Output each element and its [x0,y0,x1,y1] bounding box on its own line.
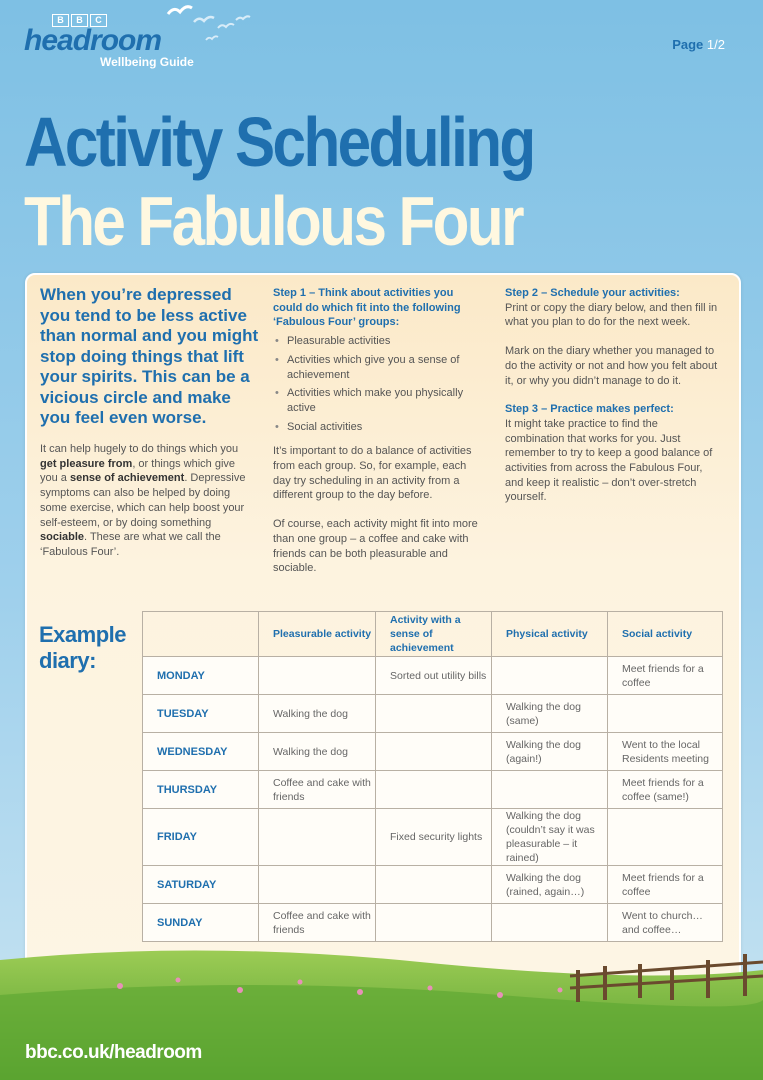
list-item: • Activities which give you a sense of achievement [273,353,478,382]
table-cell: Walking the dog (again!) [492,733,608,771]
table-cell [376,866,492,904]
column-header: Activity with a sense of achievement [376,612,492,657]
brand-subtitle: Wellbeing Guide [100,55,194,69]
column-header: Social activity [608,612,723,657]
table-cell: Walking the dog [259,733,376,771]
page-label: Page [672,37,704,52]
list-item: • Pleasurable activities [273,334,478,349]
footer-website-link[interactable]: bbc.co.uk/headroom [25,1042,202,1063]
table-header-row [143,612,723,657]
intro-lead: When you’re depressed you tend to be less active than normal and you might stop doing things that lift your spirits. This can be a vicious circle and make you feel even worse. [40,285,259,427]
table-row [143,771,723,809]
example-diary-label: Example diary: [39,622,126,673]
table-cell: Went to the local Residents meeting [608,733,723,771]
table-cell: Went to church… and coffee… [608,904,723,942]
table-cell: Walking the dog (couldn’t say it was pleasurable – it rained) [492,809,608,866]
birds-icon [160,0,270,60]
intro-emphasis: sense of achievement [69,472,185,485]
table-row [143,657,723,695]
table-cell [608,695,723,733]
table-row [143,809,723,866]
bbc-letter: B [52,14,69,27]
list-item: • Activities which make you physically active [273,386,478,415]
table-cell: Meet friends for a coffee [608,657,723,695]
table-cell: Fixed security lights [376,809,492,866]
table-cell [492,657,608,695]
day-cell: MONDAY [143,657,259,695]
column-header: Physical activity [492,612,608,657]
step1-paragraph: It’s important to do a balance of activities from each group. So, for example, each day try scheduling in an activity from a different group to the day before. [273,445,472,502]
table-cell [376,733,492,771]
day-cell: SUNDAY [143,904,259,942]
table-cell [492,771,608,809]
list-item: • Social activities [273,420,478,435]
intro-text: . Depressive symptoms can also be helped by doing some exercise, which can help boost your self-esteem, or by doing something [40,472,246,529]
step3-heading: Step 3 – Practice makes perfect: [505,403,674,416]
bbc-letter: C [90,14,107,27]
day-cell: SATURDAY [143,866,259,904]
table-cell: Meet friends for a coffee (same!) [608,771,723,809]
step1-section [273,286,478,576]
intro-text: It can help hugely to do things which you [40,443,239,455]
step3-paragraph: It might take practice to find the combination that works for you. Just remember to try to keep a good balance of activities from across the Fabulous Four, and keep it realistic – don’t over-stretch yourself. [505,417,713,504]
example-diary-table [142,611,723,942]
day-cell: TUESDAY [143,695,259,733]
intro-emphasis: sociable [40,531,85,544]
intro-text: , or things which give you a [40,457,236,485]
table-cell: Walking the dog [259,695,376,733]
step2-section [505,286,720,505]
table-cell: Coffee and cake with friends [259,904,376,942]
table-cell: Walking the dog (same) [492,695,608,733]
table-row [143,866,723,904]
table-cell: Walking the dog (rained, again…) [492,866,608,904]
table-row [143,904,723,942]
table-corner [143,612,259,657]
table-cell [608,809,723,866]
table-row [143,695,723,733]
table-cell [376,904,492,942]
bbc-letter: B [71,14,88,27]
intro-emphasis: get pleasure from [40,457,133,470]
table-cell: Meet friends for a coffee [608,866,723,904]
table-cell [376,695,492,733]
page-subtitle: The Fabulous Four [24,182,522,260]
fabulous-four-list [273,334,478,434]
day-cell: WEDNESDAY [143,733,259,771]
day-cell: FRIDAY [143,809,259,866]
table-cell [259,809,376,866]
column-header: Pleasurable activity [259,612,376,657]
page-title: Activity Scheduling [24,103,534,181]
day-cell: THURSDAY [143,771,259,809]
step2-paragraph: Mark on the diary whether you managed to do the activity or not and how you felt about it, or why you didn’t manage to do it. [505,345,718,387]
step2-paragraph: Print or copy the diary below, and then fill in what you plan to do for the next week. [505,301,718,329]
table-cell [259,866,376,904]
step1-paragraph: Of course, each activity might fit into more than one group – a coffee and cake with friends can be both pleasurable and sociable. [273,518,478,575]
intro-body [40,442,255,560]
step1-heading: Step 1 – Think about activities you could do which fit into the following ‘Fabulous Four’ groups: [273,287,461,329]
table-cell [376,771,492,809]
table-cell: Coffee and cake with friends [259,771,376,809]
table-cell [492,904,608,942]
brand-name: headroom [24,24,162,57]
table-row [143,733,723,771]
intro-text: . These are what we call the ‘Fabulous Four’. [40,531,221,558]
table-cell: Sorted out utility bills [376,657,492,695]
page-number [672,37,725,52]
table-cell [259,657,376,695]
step2-heading: Step 2 – Schedule your activities: [505,287,680,299]
page-value: 1/2 [706,37,725,52]
